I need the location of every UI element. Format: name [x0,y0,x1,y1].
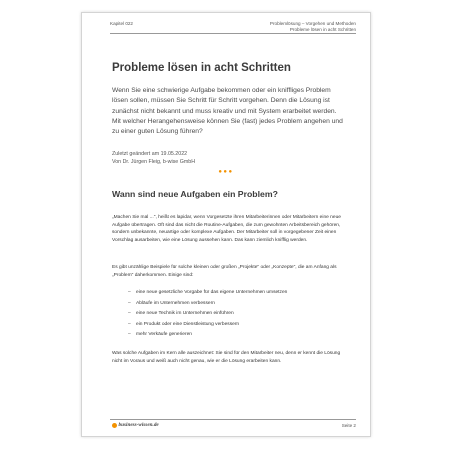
header-category: Problemlösung – Vorgehen und Methoden [269,21,356,26]
chapter-label: Kapitel 022 [110,21,133,26]
header-right [270,21,356,32]
dash-bullet-icon: – [128,300,131,306]
list-item: – eine neue Technik im Unternehmen einführen [128,311,234,317]
list-item: – Abläufe im Unternehmen verbessern [128,300,215,306]
page-title: Probleme lösen in acht Schritten [112,62,291,74]
updated-date: Zuletzt geändert am 19.05.2022 [112,151,188,157]
section-heading: Wann sind neue Aufgaben ein Problem? [112,189,278,199]
list-item: – mehr Verkäufe generieren [128,332,193,338]
logo-text: business-wissen.de [118,422,159,428]
page-header [110,21,356,32]
paragraph-1: „Machen Sie mal ...", heißt es lapidar, wenn Vorgesetzte ihren Mitarbeiterinnen oder Mitarbeitern eine neue Aufgabe übertragen. Oft sind das nicht die Routine-Aufgaben, die zum gewohnten Arbeitsbereich gehören, sondern unbekannte, neuartige oder komplexe Aufgaben. Der Mitarbeiter soll in vorgegebener Zeit einen Vorschlag ausarbeiten, wie eine Lösung aussehen kann. Das kann ziemlich knifflig werden. [112,215,341,243]
paragraph-2: Es gibt unzählige Beispiele für solche kleinen oder großen „Projekte" oder „Konzepte", die am Anfang als „Problem" daherkommen. Einige sind: [112,265,337,278]
separator-dots: ●●● [218,169,234,175]
header-subtitle: Probleme lösen in acht Schritten [289,26,356,32]
examples-list [128,290,328,343]
header-divider [110,33,356,34]
footer-logo [112,422,159,428]
author-line: Von Dr. Jürgen Fleig, b-wise GmbH [112,159,196,165]
dash-bullet-icon: – [128,332,131,338]
page-number: Seite 2 [341,423,356,428]
footer-divider [110,419,356,420]
article-meta [112,150,195,166]
intro-paragraph: Wenn Sie eine schwierige Aufgabe bekommen oder ein kniffliges Problem lösen sollen, müssen Sie Schritt für Schritt vorgehen. Denn die Lösung ist zunächst nicht bekannt und muss kreativ und mit System erarbeitet werden. Mit welcher Herangehensweise können Sie (fast) jedes Problem angehen und zu einer guten Lösung führen? [112,87,343,136]
dash-bullet-icon: – [128,321,131,327]
document-page [81,12,371,437]
logo-dot-icon [112,423,117,428]
list-item: – ein Produkt oder eine Dienstleistung verbessern [128,321,240,327]
dash-bullet-icon: – [128,311,131,317]
dash-bullet-icon: – [128,290,131,295]
paragraph-3: Was solche Aufgaben im Kern alle auszeichnet: Sie sind für den Mitarbeiter neu, denn er kennt die Lösung nicht im Voraus und weiß auch nicht genau, wie er die Lösung erarbeiten kann. [112,351,341,364]
list-item: – eine neue gesetzliche Vorgabe für das eigene Unternehmen umsetzen [128,290,288,295]
